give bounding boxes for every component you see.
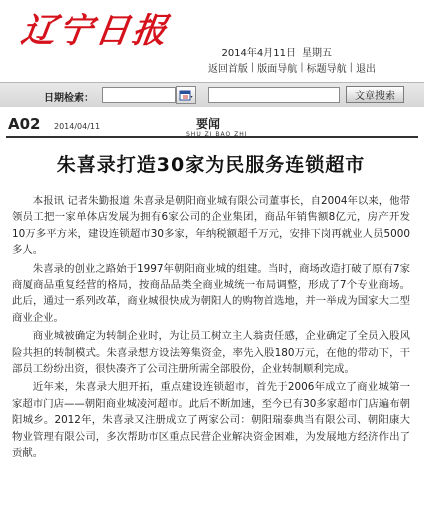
article-paragraph: 近年来，朱喜录大胆开拓，重点建设连锁超市，首先于2006年成立了商业城第一家超市门店——朝阳商业城凌河超市。此后不断加速，至今已有30多家超市门店遍布朝阳城乡。2012年，朱喜录又注册成立了两家公司：朝阳瑞泰典当有限公司、朝阳康大物业管理有限公司，多次帮助市区重点民营企业解决资金困难，为发展地方经济作出了贡献。 [12,381,410,460]
page-info-bar [0,107,424,137]
page-header [0,0,424,82]
nav-separator: | [300,62,304,73]
masthead-logo[interactable]: 辽宁日报 [18,10,173,51]
nav-title-navigation[interactable]: 标题导航 [306,64,347,75]
nav-back-to-front-page[interactable]: 返回首版 [207,64,248,75]
page-date: 2014/04/11 [54,122,101,131]
article-paragraph: 商业城被确定为转制企业时，为让员工树立主人翁责任感，企业确定了全员入股风险共担的转制模式。朱喜录想方设法筹集资金，率先入股180万元，在他的带动下，干部员工纷纷出资，很快凑齐了公司注册所需全部股份，企业转制顺利完成。 [12,330,410,376]
issue-date [221,44,332,59]
page-number: A02 [8,115,41,133]
calendar-icon [179,89,193,101]
article-search-button[interactable]: 文章搜索 [346,86,404,103]
article-paragraph: 朱喜录的创业之路始于1997年朝阳商业城的组建。当时，商场改造打破了原有7家商厦商品重复经营的格局，按商品品类全商业城统一布局调整，形成了7个专业商场。此后，通过一系列改革，商业城很快成为朝阳人的购物首选地，并一举成为国家大二型商业企业。 [12,262,410,324]
nav-separator: | [250,62,255,73]
issue-weekday: 星期五 [302,48,332,59]
article-paragraph: 本报讯 记者朱勤报道 朱喜录是朝阳商业城有限公司董事长，自2004年以来，他带领员工把一家单体店发展为拥有6家公司的企业集团，商品年销售额8亿元，房产开发10万多平方米，建设连锁超市30多家，年纳税额超千万元，安排下岗再就业人员5000多人。 [12,195,410,257]
section-title: 要闻 [196,117,221,131]
search-toolbar [0,82,424,108]
date-search-label: 日期检索： [44,93,94,104]
article [12,150,410,464]
top-navigation [208,60,376,75]
issue-date-text: 2014年4月11日 [221,48,296,59]
nav-separator: | [349,62,353,73]
date-search-input[interactable] [102,87,176,103]
calendar-picker-button[interactable] [176,86,196,104]
nav-exit[interactable]: 退出 [356,64,376,75]
section-divider [6,136,418,138]
section-pinyin: SHU ZI BAO ZHI [186,131,248,138]
nav-page-navigation[interactable]: 版面导航 [257,64,298,75]
article-body [12,193,410,462]
keyword-search-input[interactable] [208,87,340,103]
article-title: 朱喜录打造30家为民服务连锁超市 [56,154,366,176]
